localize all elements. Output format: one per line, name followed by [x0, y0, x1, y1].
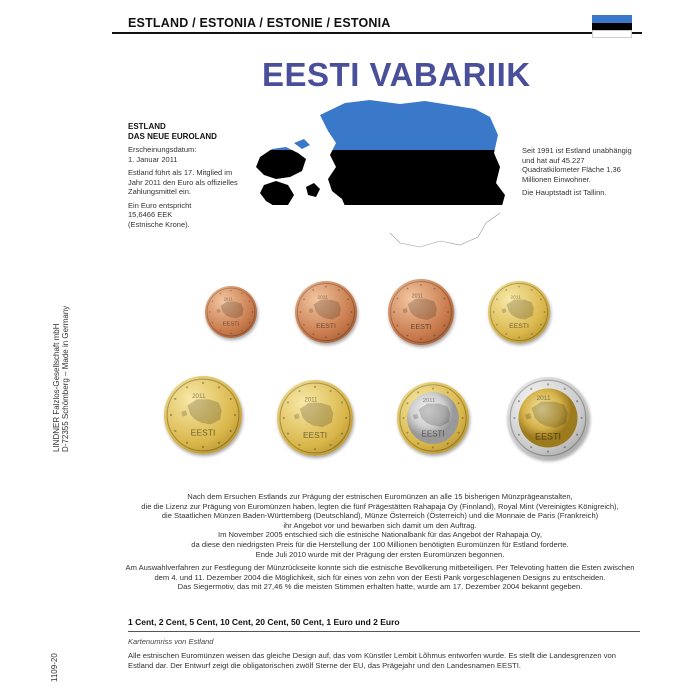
coin-50-cent	[277, 380, 353, 456]
rate-line-2: 15,6466 EEK	[128, 210, 173, 219]
coin-country-label: EESTI	[302, 429, 328, 440]
page-title: EESTI VABARIIK	[262, 56, 531, 93]
info-heading-country: ESTLAND	[128, 122, 166, 131]
coin-2-euro	[507, 377, 589, 459]
coin-year: 2011	[317, 295, 328, 301]
coin-1-euro	[397, 382, 469, 454]
publisher-vertical	[52, 272, 68, 452]
coin-country-label: EESTI	[316, 323, 336, 331]
coin-year: 2011	[223, 296, 233, 302]
body-p1-line3: die Staatlichen Münzen Baden-Württemberg (Deutschland), Münze Österreich (Österreich) und die Monnaie de Paris (Frankreich)	[161, 511, 599, 521]
body-p1-line1: Nach dem Ersuchen Estlands zur Prägung der estnischen Euromünzen an alle 15 bisherigen Münzprägeanstalten,	[187, 492, 573, 501]
coin-country-label: EESTI	[421, 429, 445, 439]
rate-line-1: Ein Euro entspricht	[128, 200, 192, 210]
coin-year: 2011	[422, 398, 436, 405]
map-caption: Kartenumriss von Estland	[128, 637, 214, 646]
capital-text: Die Hauptstadt ist Tallinn.	[522, 188, 607, 197]
page-code: 1109-20	[50, 653, 59, 682]
coin-year: 2011	[411, 293, 424, 300]
estonia-map	[250, 95, 515, 255]
header-bar	[112, 10, 642, 34]
member-text: Estland führt als 17. Mitglied im Jahr 2011 den Euro als offizielles Zahlungsmittel ein.	[128, 168, 238, 196]
body-p3-line1: Am Auswahlverfahren zur Festlegung der Münzrückseite konnte sich die estnische Bevölkerung mitbeteiligen. Per Televoting hatten die Esten zwischen	[125, 563, 635, 573]
country-facts: Seit 1991 ist Estland unabhängig und hat auf 45.227 Quadratkilometer Fläche 1,36 Millionen Einwohner.	[522, 146, 632, 184]
estonia-flag-icon	[592, 15, 632, 38]
coin-2-cent	[295, 281, 357, 343]
issue-date: 1. Januar 2011	[128, 154, 178, 164]
body-p2-line1: Im November 2005 entschied sich die estnische Nationalbank für das Angebot der Rahapaja Oy,	[217, 530, 543, 540]
right-info	[522, 146, 634, 202]
rate-line-3: (Estnische Krone).	[128, 219, 190, 229]
publisher-line-1: LINDNER Falzlos-Gesellschaft mbH	[52, 323, 61, 452]
flag-stripe-black	[592, 23, 632, 31]
flag-stripe-white	[592, 30, 632, 38]
coin-country-label: EESTI	[410, 322, 432, 332]
publisher-line-2: D-72355 Schömberg – Made in Germany	[61, 305, 70, 452]
divider	[128, 631, 640, 632]
coin-country-label: EESTI	[509, 323, 529, 331]
body-p1-line2: die die Lizenz zur Prägung von Euromünzen haben, legten die fünf Prägestätten Rahapaja Oy (Finnland), Royal Mint (Vereinigtes Königreich),	[141, 501, 619, 511]
body-p1-line4: ihr Angebot vor und bewarben sich damit um den Auftrag.	[283, 520, 477, 530]
info-heading-subtitle: DAS NEUE EUROLAND	[128, 131, 217, 141]
body-p3-line3: Das Siegermotiv, das mit 27,46 % die meisten Stimmen erhalten hatte, wurde am 17. Dezember 2004 bekannt gegeben.	[177, 582, 583, 592]
coin-year: 2011	[192, 392, 206, 400]
issue-date-label: Erscheinungsdatum:	[128, 145, 197, 154]
coin-country-label: EESTI	[190, 427, 216, 438]
design-description: Alle estnischen Euromünzen weisen das gleiche Design auf, das vom Künstler Lembit Lõhmus entworfen wurde. Es stellt die Landesgrenzen von Estland dar. Der Entwurf zeigt die obligatorischen zwölf Sterne der EU, das Prägejahr und den Landesnamen EESTI.	[128, 651, 616, 670]
coin-5-cent	[388, 279, 454, 345]
flag-stripe-blue	[592, 15, 632, 23]
coin-20-cent	[164, 376, 242, 454]
body-p2-line2: da diese den niedrigsten Preis für die Herstellung der 100 Millionen benötigten Euromünzen für Estland forderte.	[191, 539, 569, 549]
coin-country-label: EESTI	[534, 431, 562, 442]
body-p3-line2: dem 4. und 11. Dezember 2004 die Möglichkeit, sich für eines von zehn von der Eesti Pank vorgeschlagenen Designs zu entscheiden.	[154, 572, 606, 582]
coin-year: 2011	[510, 295, 521, 301]
page-code-vertical	[50, 642, 62, 682]
coin-year: 2011	[304, 396, 318, 404]
denominations: 1 Cent, 2 Cent, 5 Cent, 10 Cent, 20 Cent, 50 Cent, 1 Euro und 2 Euro	[128, 617, 400, 627]
country-names: ESTLAND / ESTONIA / ESTONIE / ESTONIA	[128, 16, 391, 30]
body-p2-line3: Ende Juli 2010 wurde mit der Prägung der ersten Euromünzen begonnen.	[255, 549, 505, 559]
left-info	[128, 122, 238, 233]
coin-10-cent	[488, 281, 550, 343]
coin-1-cent	[205, 286, 257, 338]
coin-year: 2011	[536, 394, 551, 402]
body-text	[120, 492, 640, 596]
coin-country-label: EESTI	[222, 321, 240, 328]
